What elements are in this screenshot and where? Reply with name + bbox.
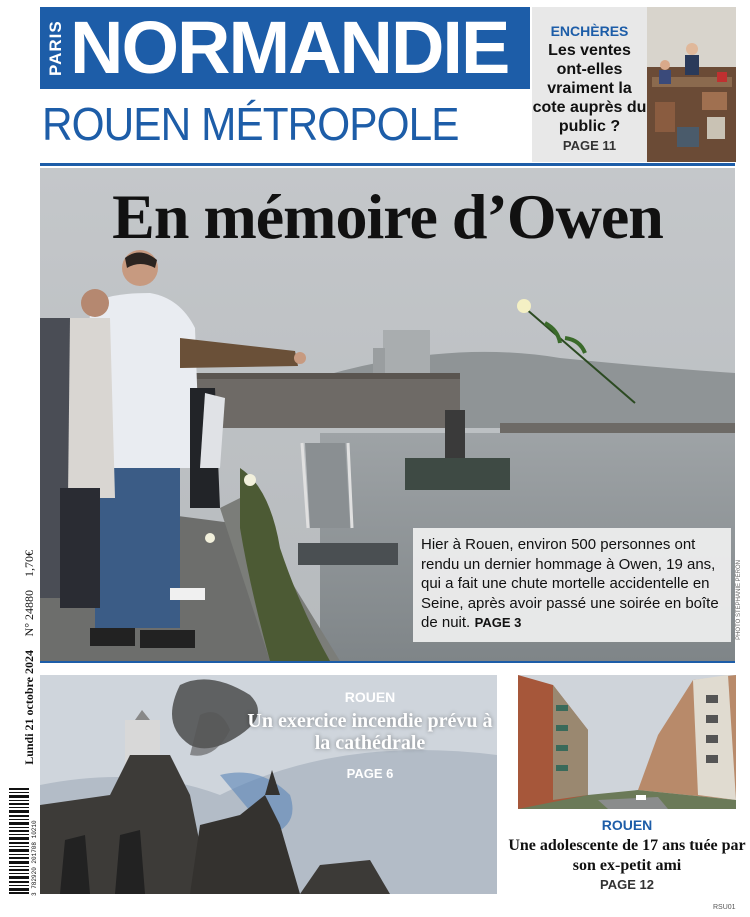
story-right-headline: Une adolescente de 17 ans tuée par son ex-petit ami [508, 837, 746, 874]
issue-number: N° 24880 [22, 590, 36, 637]
teaser-photo-auction [647, 7, 736, 162]
caption-text: Hier à Rouen, environ 500 personnes ont rendu un dernier hommage à Owen, 19 ans, qui a fait une chute mortelle accidentelle en Seine, après avoir passé une soirée en boîte de nuit. [421, 536, 719, 631]
story-right-photo [518, 675, 736, 809]
divider [40, 163, 735, 166]
main-photo [40, 168, 735, 661]
story-cathedral-headline: Un exercice incendie prévu à la cathédrale [247, 710, 493, 754]
page-code: RSU01 [713, 904, 736, 911]
story-cathedral-text [245, 689, 495, 781]
issue-date: Lundi 21 octobre 2024 [22, 650, 36, 765]
main-caption [413, 528, 731, 642]
story-cathedral-page: PAGE 6 [346, 766, 394, 781]
masthead [40, 7, 530, 89]
photo-credit: PHOTO STÉPHANIE PÉRON [736, 560, 742, 640]
teaser-kicker: ENCHÈRES [550, 23, 629, 39]
edition-name: ROUEN MÉTROPOLE [42, 98, 459, 150]
barcode [7, 786, 31, 896]
story-right-page: PAGE 12 [600, 877, 654, 892]
masthead-paris: PARIS [46, 20, 65, 76]
divider [40, 661, 735, 663]
story-right[interactable] [508, 817, 746, 892]
caption-page: PAGE 3 [474, 615, 522, 630]
story-cathedral-kicker: ROUEN [344, 689, 396, 705]
teaser-box[interactable] [532, 7, 647, 162]
main-headline: En mémoire d’Owen [112, 181, 663, 252]
issue-info [22, 550, 38, 770]
teaser-headline: Les ventes ont-elles vraiment la cote auprès du public ? [532, 42, 647, 135]
barcode-digits: 3 782920 201708 10210 [31, 820, 38, 896]
story-right-kicker: ROUEN [601, 817, 653, 833]
masthead-title: NORMANDIE [70, 6, 509, 89]
teaser-page: PAGE 11 [562, 138, 617, 153]
story-cathedral[interactable] [40, 675, 497, 894]
issue-price: 1,70€ [22, 550, 36, 577]
